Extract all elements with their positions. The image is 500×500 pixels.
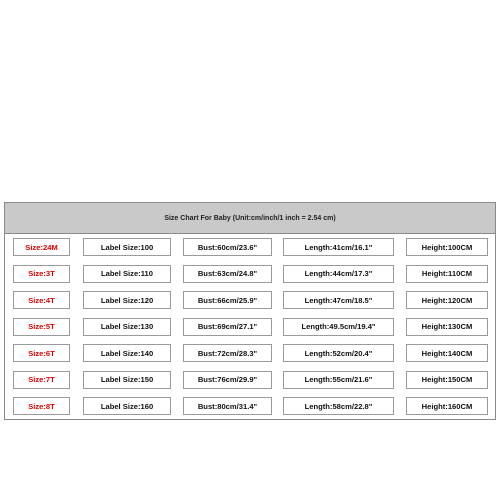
bust-cell: Bust:69cm/27.1" xyxy=(183,318,272,336)
table-row xyxy=(5,340,495,367)
table-row xyxy=(5,261,495,288)
length-cell: Length:44cm/17.3" xyxy=(283,265,394,283)
label-size-cell: Label Size:140 xyxy=(83,344,171,362)
bust-cell: Bust:60cm/23.6" xyxy=(183,238,272,256)
label-size-cell: Label Size:120 xyxy=(83,291,171,309)
length-cell: Length:49.5cm/19.4" xyxy=(283,318,394,336)
length-cell: Length:52cm/20.4" xyxy=(283,344,394,362)
size-cell: Size:4T xyxy=(13,291,70,309)
size-cell: Size:24M xyxy=(13,238,70,256)
bust-cell: Bust:80cm/31.4" xyxy=(183,397,272,415)
label-size-cell: Label Size:130 xyxy=(83,318,171,336)
height-cell: Height:140CM xyxy=(406,344,488,362)
height-cell: Height:160CM xyxy=(406,397,488,415)
height-cell: Height:100CM xyxy=(406,238,488,256)
label-size-cell: Label Size:150 xyxy=(83,371,171,389)
table-row xyxy=(5,393,495,420)
bust-cell: Bust:63cm/24.8" xyxy=(183,265,272,283)
size-chart-rows xyxy=(5,234,495,420)
table-row xyxy=(5,287,495,314)
length-cell: Length:58cm/22.8" xyxy=(283,397,394,415)
label-size-cell: Label Size:100 xyxy=(83,238,171,256)
table-row xyxy=(5,367,495,394)
label-size-cell: Label Size:160 xyxy=(83,397,171,415)
height-cell: Height:130CM xyxy=(406,318,488,336)
length-cell: Length:47cm/18.5" xyxy=(283,291,394,309)
bust-cell: Bust:72cm/28.3" xyxy=(183,344,272,362)
length-cell: Length:55cm/21.6" xyxy=(283,371,394,389)
size-cell: Size:5T xyxy=(13,318,70,336)
bust-cell: Bust:76cm/29.9" xyxy=(183,371,272,389)
size-cell: Size:8T xyxy=(13,397,70,415)
height-cell: Height:110CM xyxy=(406,265,488,283)
height-cell: Height:120CM xyxy=(406,291,488,309)
size-chart-title: Size Chart For Baby (Unit:cm/inch/1 inch = 2.54 cm) xyxy=(5,203,495,234)
length-cell: Length:41cm/16.1" xyxy=(283,238,394,256)
size-cell: Size:3T xyxy=(13,265,70,283)
label-size-cell: Label Size:110 xyxy=(83,265,171,283)
size-cell: Size:6T xyxy=(13,344,70,362)
size-cell: Size:7T xyxy=(13,371,70,389)
size-chart-table xyxy=(4,202,496,420)
bust-cell: Bust:66cm/25.9" xyxy=(183,291,272,309)
table-row xyxy=(5,314,495,341)
table-row xyxy=(5,234,495,261)
height-cell: Height:150CM xyxy=(406,371,488,389)
